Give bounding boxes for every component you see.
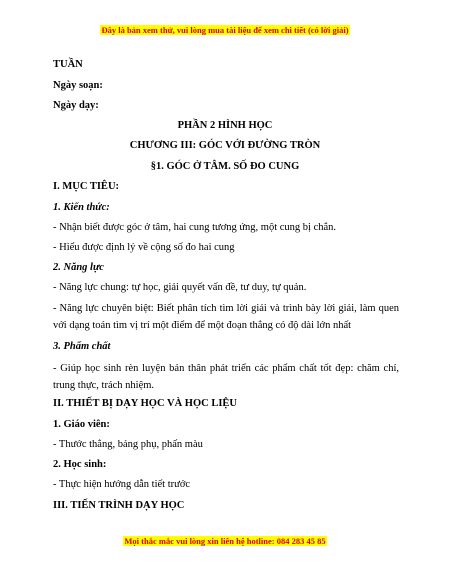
section-equipment-title: II. THIẾT BỊ DẠY HỌC VÀ HỌC LIỆU (53, 398, 237, 409)
hotline-notice-banner (0, 536, 450, 546)
quality-text: - Giúp học sinh rèn luyện bản thân phát triển các phẩm chất tốt đẹp: chăm chỉ, trung thực, trách nhiệm. (53, 363, 399, 391)
teacher-text: - Thước thẳng, bảng phụ, phấn màu (53, 439, 203, 450)
preview-notice-text: Đây là bản xem thử, vui lòng mua tài liệu để xem chi tiết (có lời giải) (101, 25, 349, 35)
week-label: TUẦN (53, 59, 83, 70)
teach-date-label: Ngày dạy: (53, 100, 99, 111)
student-heading: 2. Học sinh: (53, 459, 107, 470)
competence-general: - Năng lực chung: tự học, giải quyết vấn đề, tư duy, tự quản. (53, 282, 307, 293)
knowledge-item-2: - Hiểu được định lý về cộng số đo hai cung (53, 242, 235, 253)
chapter-title: CHƯƠNG III: GÓC VỚI ĐƯỜNG TRÒN (129, 140, 321, 151)
preview-notice-banner (0, 25, 450, 35)
section-objectives-title: I. MỤC TIÊU: (53, 181, 120, 192)
student-text: - Thực hiện hướng dẫn tiết trước (53, 479, 191, 490)
quality-heading: 3. Phẩm chất (53, 341, 111, 352)
hotline-notice-text: Mọi thắc mắc vui lòng xin liên hệ hotline: 084 283 45 85 (124, 536, 326, 546)
section-process-title: III. TIẾN TRÌNH DẠY HỌC (53, 500, 185, 511)
teacher-heading: 1. Giáo viên: (53, 419, 110, 430)
part-title: PHẦN 2 HÌNH HỌC (177, 120, 273, 131)
competence-specific: - Năng lực chuyên biệt: Biết phân tích tìm lời giải và trình bày lời giải, làm quen với dạng toán tìm vị trí một điểm để một đoạn thẳng có độ dài lớn nhất (53, 303, 399, 331)
prep-date-label: Ngày soạn: (53, 80, 103, 91)
competence-heading: 2. Năng lực (53, 262, 104, 273)
knowledge-heading: 1. Kiến thức: (53, 202, 110, 213)
lesson-title: §1. GÓC Ở TÂM. SỐ ĐO CUNG (150, 161, 300, 172)
knowledge-item-1: - Nhận biết được góc ở tâm, hai cung tương ứng, một cung bị chắn. (53, 222, 337, 233)
